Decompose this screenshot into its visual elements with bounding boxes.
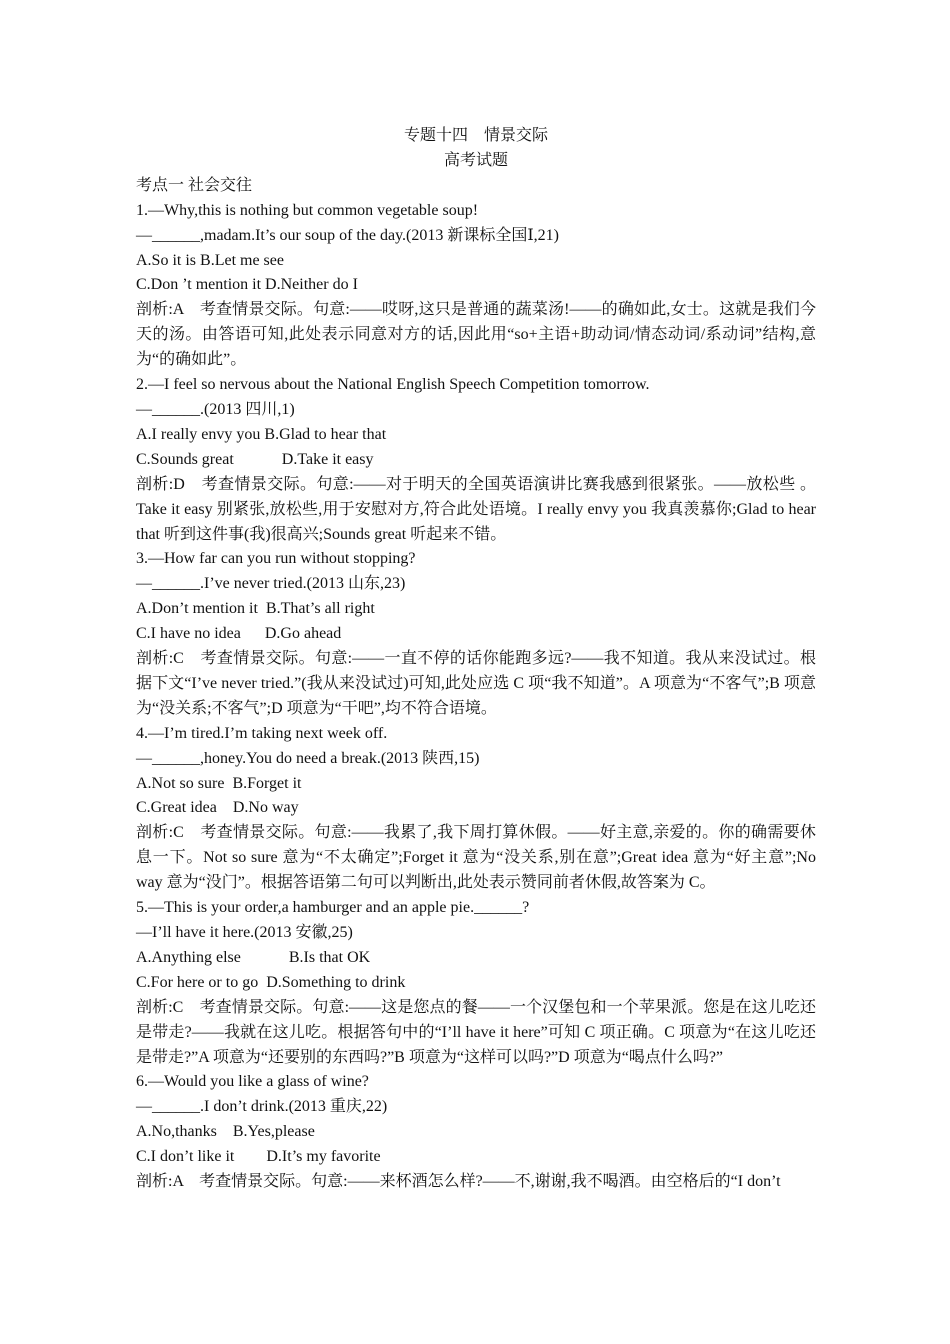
page-subtitle: 高考试题: [443, 151, 508, 169]
options-row-2: C.I have no idea D.Go ahead: [136, 625, 342, 643]
question-block-4: [136, 722, 816, 896]
analysis-text: 剖析:C 考查情景交际。句意:——我累了,我下周打算休假。——好主意,亲爱的。你的确需要休息一下。Not so sure 意为“不太确定”;Forget it 意为“没关系,别在意”;Great idea 意为“好主意”;No way 意为“没门”。根据答语第二句可以判断出,此处表示赞同前者休假,故答案为 C。: [136, 824, 816, 892]
analysis-text: 剖析:A 考查情景交际。句意:——来杯酒怎么样?——不,谢谢,我不喝酒。由空格后的“I don’t: [136, 1173, 781, 1191]
analysis-text: 剖析:A 考查情景交际。句意:——哎呀,这只是普通的蔬菜汤!——的确如此,女士。这就是我们今天的汤。由答语可知,此处表示同意对方的话,因此用“so+主语+助动词/情态动词/系动词”结构,意为“的确如此”。: [136, 301, 816, 369]
section-heading: 考点一 社会交往: [136, 176, 253, 194]
question-block-5: [136, 896, 816, 1070]
options-row-1: A.Don’t mention it B.That’s all right: [136, 600, 375, 618]
options-row-2: C.Great idea D.No way: [136, 799, 299, 817]
question-reply: —I’ll have it here.(2013 安徽,25): [136, 924, 353, 941]
question-reply: —______,honey.You do need a break.(2013 陕西,15): [136, 749, 480, 767]
question-stem: 5.—This is your order,a hamburger and an apple pie.______?: [136, 899, 530, 917]
options-row-2: C.I don’t like it D.It’s my favorite: [136, 1148, 381, 1166]
question-reply: —______,madam.It’s our soup of the day.(2013 新课标全国Ⅰ,21): [136, 226, 560, 244]
document-body: [136, 124, 816, 1195]
options-row-1: A.No,thanks B.Yes,please: [136, 1123, 315, 1141]
options-row-2: C.For here or to go D.Something to drink: [136, 973, 406, 991]
question-block-2: [136, 373, 816, 547]
question-stem: 3.—How far can you run without stopping?: [136, 550, 416, 568]
question-reply: —______.I don’t drink.(2013 重庆,22): [136, 1098, 388, 1116]
analysis-text: 剖析:C 考查情景交际。句意:——一直不停的话你能跑多远?——我不知道。我从来没试过。根据下文“I’ve never tried.”(我从来没试过)可知,此处应选 C 项“我不知道”。A 项意为“不客气”;B 项意为“没关系;不客气”;D 项意为“干吧”,均不符合语境。: [136, 650, 816, 717]
question-reply: —______.(2013 四川,1): [136, 400, 295, 418]
page-title: 专题十四 情景交际: [403, 127, 548, 144]
options-row-1: A.Not so sure B.Forget it: [136, 774, 302, 792]
options-row-1: A.I really envy you B.Glad to hear that: [136, 425, 387, 443]
options-row-2: C.Don ’t mention it D.Neither do I: [136, 276, 358, 294]
question-block-6: [136, 1070, 816, 1195]
options-row-2: C.Sounds great D.Take it easy: [136, 450, 374, 468]
question-stem: 4.—I’m tired.I’m taking next week off.: [136, 724, 388, 742]
analysis-text: 剖析:D 考查情景交际。句意:——对于明天的全国英语演讲比赛我感到很紧张。——放松些 。Take it easy 别紧张,放松些,用于安慰对方,符合此处语境。I really envy you 我真羡慕你;Glad to hear that 听到这件事(我)很高兴;Sounds great 听起来不错。: [136, 475, 816, 543]
question-stem: 1.—Why,this is nothing but common vegetable soup!: [136, 201, 479, 219]
question-block-3: [136, 547, 816, 721]
question-reply: —______.I’ve never tried.(2013 山东,23): [136, 575, 406, 593]
question-stem: 6.—Would you like a glass of wine?: [136, 1073, 369, 1091]
question-stem: 2.—I feel so nervous about the National English Speech Competition tomorrow.: [136, 376, 650, 394]
options-row-1: A.Anything else B.Is that OK: [136, 948, 371, 966]
options-row-1: A.So it is B.Let me see: [136, 251, 284, 269]
analysis-text: 剖析:C 考查情景交际。句意:——这是您点的餐——一个汉堡包和一个苹果派。您是在这儿吃还是带走?——我就在这儿吃。根据答句中的“I’ll have it here”可知 C 项正确。C 项意为“在这儿吃还是带走?”A 项意为“还要别的东西吗?”B 项意为“这样可以吗?”D 项意为“喝点什么吗?”: [136, 998, 816, 1066]
question-block-1: [136, 199, 816, 373]
